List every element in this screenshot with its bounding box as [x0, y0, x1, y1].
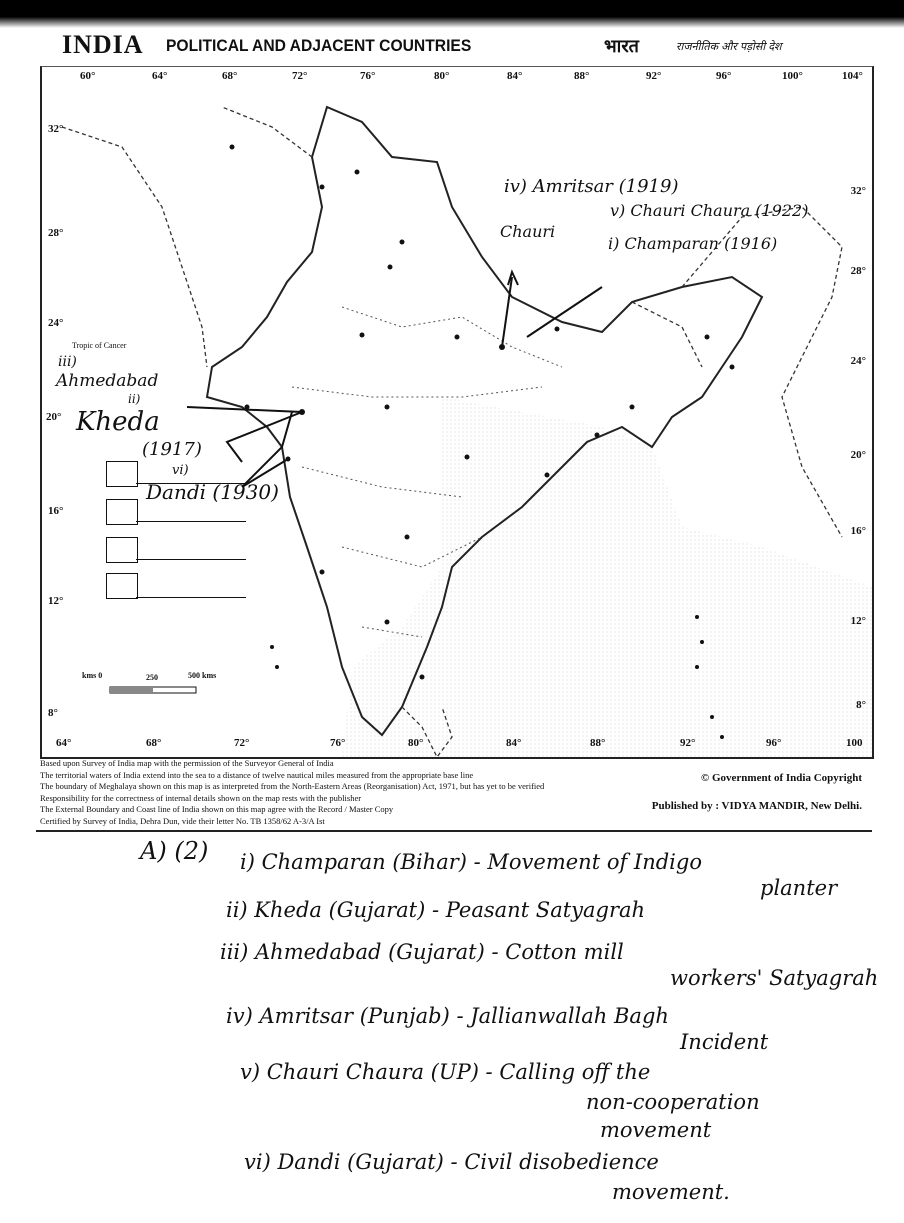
answer-item-5-cont2: movement	[600, 1118, 712, 1142]
legend-box	[106, 537, 138, 563]
scale-bar	[110, 687, 196, 693]
answer-item-5-cont: non-cooperation	[586, 1090, 760, 1114]
map-subtitle: POLITICAL AND ADJACENT COUNTRIES	[166, 36, 472, 55]
tick-right: 28°	[850, 265, 866, 277]
tick-left: 20°	[46, 411, 62, 423]
publisher: Published by : VIDYA MANDIR, New Delhi.	[651, 800, 862, 812]
answer-item-5: v) Chauri Chaura (UP) - Calling off the	[240, 1060, 651, 1084]
answer-item-6-cont: movement.	[612, 1180, 730, 1204]
answer-item-4-cont: Incident	[680, 1030, 769, 1054]
label-kheda: Kheda	[76, 407, 160, 437]
map-title: INDIA	[62, 30, 144, 59]
tick-bottom: 96°	[766, 737, 782, 749]
tick-right: 16°	[850, 525, 866, 537]
tick-top: 68°	[222, 70, 238, 82]
label-dandi: Dandi (1930)	[146, 480, 279, 504]
tick-bottom: 72°	[234, 737, 250, 749]
legend-box	[106, 573, 138, 599]
tick-top: 96°	[716, 70, 732, 82]
answer-item-4: iv) Amritsar (Punjab) - Jallianwallah Bagh	[226, 1004, 669, 1028]
tick-left: 32°	[48, 123, 64, 135]
tick-top: 76°	[360, 70, 376, 82]
label-kheda-year: (1917)	[142, 439, 202, 460]
legend-line	[136, 521, 246, 522]
tick-top: 64°	[152, 70, 168, 82]
answer-item-3: iii) Ahmedabad (Gujarat) - Cotton mill	[220, 940, 624, 964]
tick-left: 24°	[48, 317, 64, 329]
note-line: The territorial waters of India extend into the sea to a distance of twelve nautical miles measured from the appropriate base line	[40, 769, 474, 780]
scale-label-start: kms 0	[82, 671, 103, 680]
tick-right: 32°	[850, 185, 866, 197]
label-ahmedabad: Ahmedabad	[56, 371, 159, 391]
tick-top: 84°	[507, 70, 523, 82]
map-sheet	[36, 18, 872, 832]
tick-bottom: 76°	[330, 737, 346, 749]
legend-line	[136, 597, 246, 598]
tick-top: 104°	[842, 70, 863, 82]
tick-bottom: 100	[846, 737, 863, 749]
tick-top: 60°	[80, 70, 96, 82]
tick-right: 8°	[856, 699, 866, 711]
tick-bottom: 64°	[56, 737, 72, 749]
label-chauri-first: Chauri	[500, 222, 556, 241]
tick-left: 16°	[48, 505, 64, 517]
tick-bottom: 88°	[590, 737, 606, 749]
note-line: The boundary of Meghalaya shown on this map is as interpreted from the North-Eastern Areas (Reorganisation) Act, 1971, but has yet to be verified	[40, 781, 545, 791]
tick-right: 12°	[850, 615, 866, 627]
tick-right: 24°	[850, 355, 866, 367]
tick-left: 28°	[48, 227, 64, 239]
label-kheda-num: ii)	[128, 392, 141, 406]
answer-item-1-cont: planter	[760, 876, 838, 900]
note-line: Based upon Survey of India map with the permission of the Surveyor General of India	[40, 758, 334, 768]
note-line: Certified by Survey of India, Dehra Dun, vide their letter No. TB 1358/62 A-3/A Ist	[40, 815, 325, 826]
legend-box	[106, 461, 138, 487]
tick-left: 8°	[48, 707, 58, 719]
tick-top: 92°	[646, 70, 662, 82]
tropic-label: Tropic of Cancer	[72, 341, 127, 350]
note-line: The External Boundary and Coast line of India shown on this map agree with the Record / Master Copy	[40, 804, 394, 814]
scale-label-mid: 250	[146, 673, 158, 682]
map-title-hindi: भारत	[604, 36, 639, 56]
copyright: © Government of India Copyright	[701, 772, 862, 784]
tick-top: 100°	[782, 70, 803, 82]
answer-heading: A) (2)	[140, 837, 209, 865]
tick-right: 20°	[850, 449, 866, 461]
scale-label-end: 500 kms	[188, 671, 217, 680]
map-subtitle-hindi: राजनीतिक और पड़ोसी देश	[676, 41, 782, 53]
legend-line	[136, 483, 246, 484]
answer-item-2: ii) Kheda (Gujarat) - Peasant Satyagrah	[226, 898, 646, 922]
tick-bottom: 92°	[680, 737, 696, 749]
tick-bottom: 84°	[506, 737, 522, 749]
answer-item-6: vi) Dandi (Gujarat) - Civil disobedience	[244, 1150, 659, 1174]
label-amritsar: iv) Amritsar (1919)	[504, 176, 679, 197]
tick-top: 88°	[574, 70, 590, 82]
tick-top: 80°	[434, 70, 450, 82]
map-frame	[40, 66, 874, 759]
answer-item-3-cont: workers' Satyagrah	[670, 966, 879, 990]
legend-box	[106, 499, 138, 525]
note-line: Responsibility for the correctness of internal details shown on the map rests with the publisher	[40, 792, 362, 803]
map-notes	[40, 758, 640, 827]
tick-bottom: 68°	[146, 737, 162, 749]
tick-left: 12°	[48, 595, 64, 607]
label-chauri-chaura: v) Chauri Chaura (1922)	[610, 201, 809, 220]
sea-area	[342, 397, 872, 757]
label-ahmedabad-num: iii)	[58, 354, 77, 370]
answer-item-1: i) Champaran (Bihar) - Movement of Indigo	[240, 850, 702, 874]
tick-top: 72°	[292, 70, 308, 82]
tick-bottom: 80°	[408, 737, 424, 749]
india-outline-map	[42, 67, 872, 757]
label-dandi-num: vi)	[172, 463, 189, 478]
legend-line	[136, 559, 246, 560]
label-champaran: i) Champaran (1916)	[608, 234, 778, 253]
